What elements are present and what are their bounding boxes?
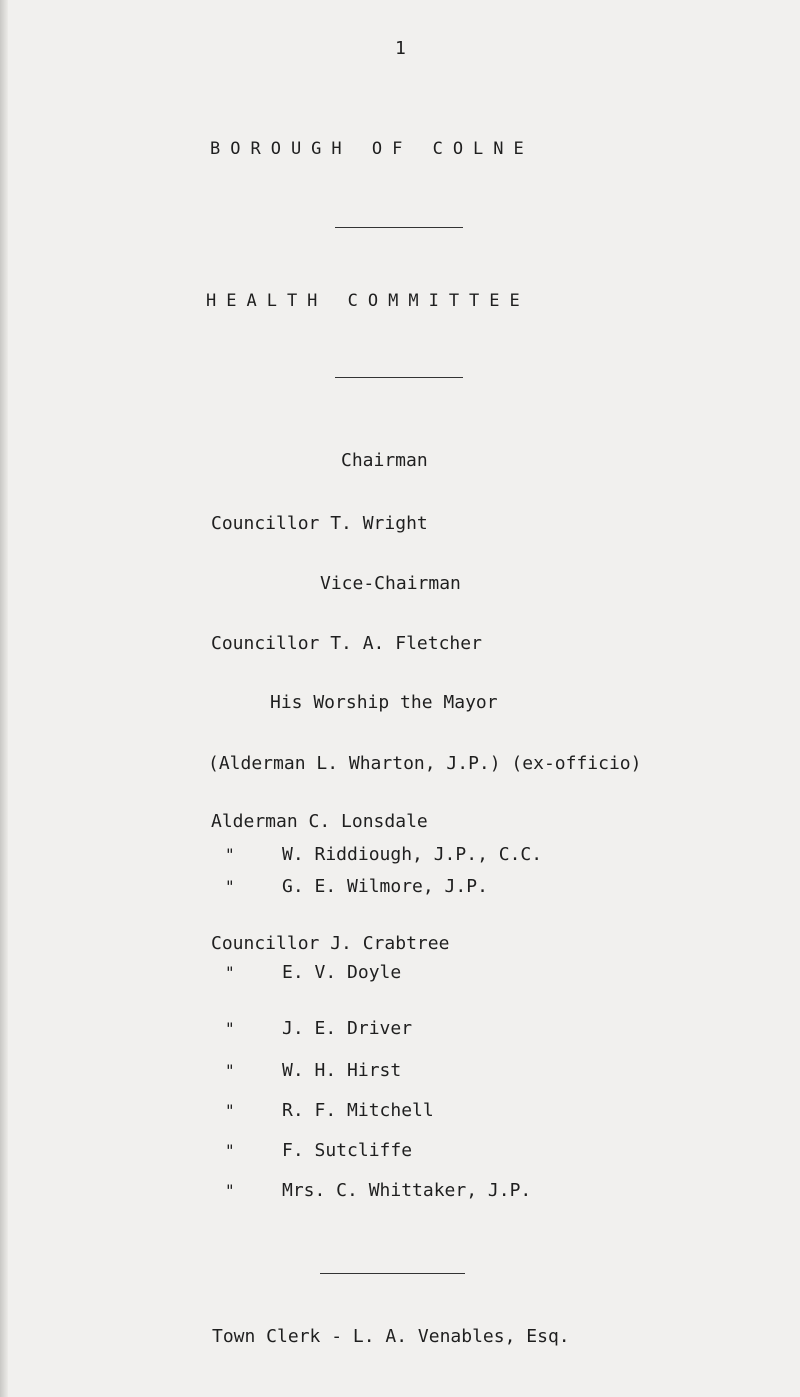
page-number: 1 xyxy=(395,38,406,59)
chairman-heading: Chairman xyxy=(341,450,428,471)
ditto-mark: " xyxy=(225,877,235,896)
footer-divider xyxy=(320,1273,465,1274)
vice-chairman-name: Councillor T. A. Fletcher xyxy=(211,633,482,654)
ditto-mark: " xyxy=(225,1019,235,1038)
alderman-2: W. Riddiough, J.P., C.C. xyxy=(282,844,543,865)
ditto-mark: " xyxy=(225,1141,235,1160)
scan-edge xyxy=(0,0,8,1397)
mayor-detail: (Alderman L. Wharton, J.P.) (ex-officio) xyxy=(208,753,642,774)
ditto-mark: " xyxy=(225,1101,235,1120)
ditto-mark: " xyxy=(225,1181,235,1200)
ditto-mark: " xyxy=(225,963,235,982)
councillor-first: Councillor J. Crabtree xyxy=(211,933,450,954)
councillor-5: R. F. Mitchell xyxy=(282,1100,434,1121)
ditto-mark: " xyxy=(225,1061,235,1080)
councillor-6: F. Sutcliffe xyxy=(282,1140,413,1161)
councillor-3: J. E. Driver xyxy=(282,1018,413,1039)
document-title: BOROUGH OF COLNE xyxy=(210,139,534,159)
title-divider xyxy=(335,227,463,228)
councillor-4: W. H. Hirst xyxy=(282,1060,402,1081)
ditto-mark: " xyxy=(225,845,235,864)
town-clerk: Town Clerk - L. A. Venables, Esq. xyxy=(212,1326,570,1347)
councillor-2: E. V. Doyle xyxy=(282,962,402,983)
mayor-line: His Worship the Mayor xyxy=(270,692,498,713)
alderman-3: G. E. Wilmore, J.P. xyxy=(282,876,488,897)
alderman-first: Alderman C. Lonsdale xyxy=(211,811,428,832)
vice-chairman-heading: Vice-Chairman xyxy=(320,573,461,594)
chairman-name: Councillor T. Wright xyxy=(211,513,428,534)
committee-divider xyxy=(335,377,463,378)
committee-title: HEALTH COMMITTEE xyxy=(206,291,530,311)
councillor-7: Mrs. C. Whittaker, J.P. xyxy=(282,1180,532,1201)
